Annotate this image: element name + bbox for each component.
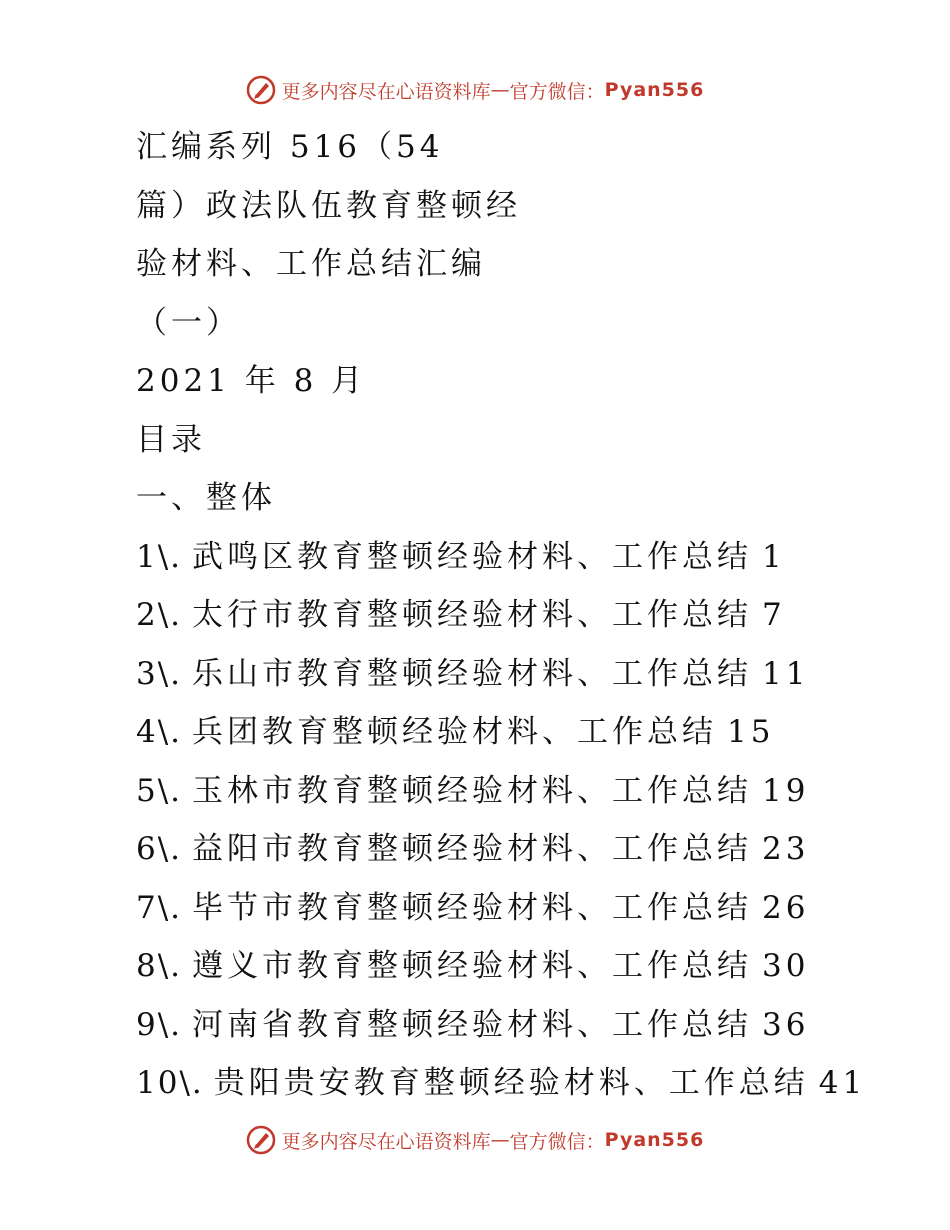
toc-item <box>136 1054 876 1113</box>
toc-item-page: 41 <box>818 1065 867 1101</box>
toc-item-number: 4\. <box>136 714 183 750</box>
toc-item-page: 26 <box>762 889 810 926</box>
toc-item-title: 兵团教育整顿经验材料、工作总结 <box>192 714 718 750</box>
banner-text: 更多内容尽在心语资料库 <box>281 1130 491 1153</box>
toc-item-number: 1\. <box>136 538 183 575</box>
toc-item-title: 益阳市教育整顿经验材料、工作总结 <box>192 831 753 867</box>
header-watermark-banner <box>0 70 950 110</box>
pen-logo-icon <box>246 75 276 105</box>
toc-heading: 目录 <box>136 421 206 458</box>
document-body <box>136 118 876 1113</box>
toc-item <box>136 645 876 704</box>
toc-item-page: 1 <box>762 538 786 575</box>
toc-item-title: 贵阳贵安教育整顿经验材料、工作总结 <box>213 1065 809 1101</box>
toc-item-title: 遵义市教育整顿经验材料、工作总结 <box>192 948 753 984</box>
title-line-1: 汇编系列 516（54 <box>136 129 444 165</box>
toc-item <box>136 703 876 762</box>
banner-text: 更多内容尽在心语资料库 <box>281 80 491 103</box>
toc-item <box>136 528 876 587</box>
toc-item-title: 太行市教育整顿经验材料、工作总结 <box>192 597 753 633</box>
toc-item-number: 8\. <box>136 948 183 984</box>
footer-watermark-banner <box>0 1120 950 1160</box>
document-date: 2021 年 8 月 <box>136 363 367 399</box>
toc-item-page: 23 <box>762 831 810 867</box>
toc-item-number: 7\. <box>136 889 183 926</box>
toc-item-number: 9\. <box>136 1006 183 1043</box>
toc-item <box>136 586 876 645</box>
toc-item-number: 3\. <box>136 655 183 692</box>
toc-item-title: 武鸣区教育整顿经验材料、工作总结 <box>192 538 753 575</box>
toc-item <box>136 879 876 938</box>
toc-item-page: 15 <box>727 714 775 750</box>
toc-list <box>136 528 876 1113</box>
toc-item-number: 2\. <box>136 597 183 633</box>
banner-separator: — <box>490 79 510 101</box>
title-line-2: 篇）政法队伍教育整顿经 <box>136 187 521 224</box>
toc-item <box>136 762 876 821</box>
toc-item-page: 30 <box>762 948 810 984</box>
toc-item <box>136 937 876 996</box>
toc-item-page: 19 <box>762 772 810 809</box>
toc-item-title: 河南省教育整顿经验材料、工作总结 <box>192 1006 753 1043</box>
section-heading: 一、整体 <box>136 480 276 516</box>
toc-item-title: 玉林市教育整顿经验材料、工作总结 <box>192 772 753 809</box>
toc-item-number: 10\. <box>136 1065 204 1101</box>
banner-wechat-label: 官方微信： <box>509 1130 605 1153</box>
toc-item-page: 36 <box>762 1006 810 1043</box>
toc-item-page: 11 <box>762 655 810 692</box>
banner-wechat-label: 官方微信： <box>509 80 605 103</box>
toc-item-title: 毕节市教育整顿经验材料、工作总结 <box>192 889 753 926</box>
toc-item <box>136 820 876 879</box>
title-line-3: 验材料、工作总结汇编 <box>136 246 486 282</box>
banner-wechat-id: Pyan556 <box>604 1129 705 1151</box>
toc-item-number: 5\. <box>136 772 183 809</box>
toc-item-title: 乐山市教育整顿经验材料、工作总结 <box>192 655 753 692</box>
toc-item <box>136 996 876 1055</box>
banner-separator: — <box>490 1129 510 1151</box>
toc-item-number: 6\. <box>136 831 183 867</box>
banner-wechat-id: Pyan556 <box>604 79 705 101</box>
title-line-4: （一） <box>136 304 241 341</box>
toc-item-page: 7 <box>762 597 786 633</box>
pen-logo-icon <box>246 1125 276 1155</box>
